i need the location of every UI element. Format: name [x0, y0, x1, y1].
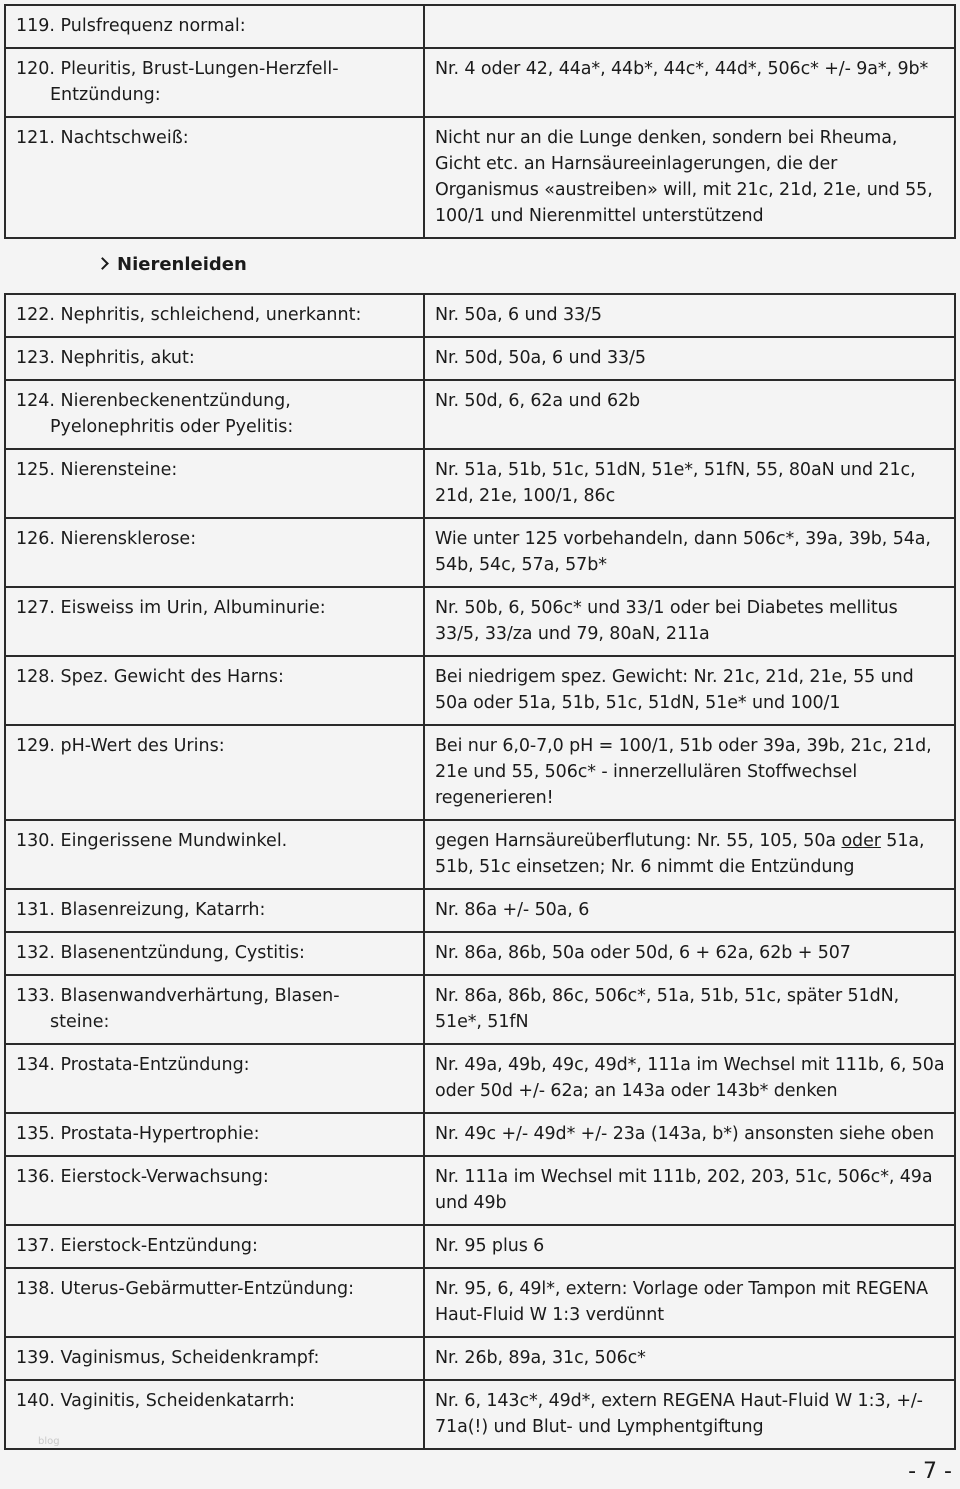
- row-label: 129. pH-Wert des Urins:: [5, 725, 424, 820]
- row-treatment: Nr. 49a, 49b, 49c, 49d*, 111a im Wechsel mit 111b, 6, 50a oder 50d +/- 62a; an 143a oder 143b* denken: [424, 1044, 955, 1113]
- row-label: 133. Blasenwandverhärtung, Blasen- steine:: [5, 975, 424, 1044]
- row-treatment: [424, 820, 955, 889]
- table-row: [5, 1044, 955, 1113]
- table-row: [5, 1156, 955, 1225]
- table-row: [5, 5, 955, 48]
- row-treatment: [424, 5, 955, 48]
- row-label: 123. Nephritis, akut:: [5, 337, 424, 380]
- row-label: 122. Nephritis, schleichend, unerkannt:: [5, 294, 424, 337]
- row-treatment: Nr. 86a +/- 50a, 6: [424, 889, 955, 932]
- row-treatment: Nr. 86a, 86b, 50a oder 50d, 6 + 62a, 62b + 507: [424, 932, 955, 975]
- row-treatment: Wie unter 125 vorbehandeln, dann 506c*, 39a, 39b, 54a, 54b, 54c, 57a, 57b*: [424, 518, 955, 587]
- table-row: [5, 380, 955, 449]
- row-label: 135. Prostata-Hypertrophie:: [5, 1113, 424, 1156]
- row-label: 138. Uterus-Gebärmutter-Entzündung:: [5, 1268, 424, 1337]
- table-row: [5, 1113, 955, 1156]
- row-label: 128. Spez. Gewicht des Harns:: [5, 656, 424, 725]
- row-treatment: Bei nur 6,0-7,0 pH = 100/1, 51b oder 39a, 39b, 21c, 21d, 21e und 55, 506c* - innerzellulären Stoffwechsel regenerieren!: [424, 725, 955, 820]
- table-row: [5, 449, 955, 518]
- row-treatment: Nr. 6, 143c*, 49d*, extern REGENA Haut-Fluid W 1:3, +/- 71a(!) und Blut- und Lymphentgiftung: [424, 1380, 955, 1449]
- table-row: [5, 932, 955, 975]
- row-label: 130. Eingerissene Mundwinkel.: [5, 820, 424, 889]
- chevron-right-icon: [96, 257, 109, 270]
- row-label: 134. Prostata-Entzündung:: [5, 1044, 424, 1113]
- page-number: - 7 -: [908, 1459, 952, 1484]
- row-label: 126. Nierensklerose:: [5, 518, 424, 587]
- row-label: 125. Nierensteine:: [5, 449, 424, 518]
- row-treatment: Nr. 26b, 89a, 31c, 506c*: [424, 1337, 955, 1380]
- row-treatment: Nr. 49c +/- 49d* +/- 23a (143a, b*) ansonsten siehe oben: [424, 1113, 955, 1156]
- row-treatment: Nr. 86a, 86b, 86c, 506c*, 51a, 51b, 51c, später 51dN, 51e*, 51fN: [424, 975, 955, 1044]
- table-row: [5, 518, 955, 587]
- table-row: [5, 1268, 955, 1337]
- row-treatment: Nr. 50b, 6, 506c* und 33/1 oder bei Diabetes mellitus 33/5, 33/za und 79, 80aN, 211a: [424, 587, 955, 656]
- table-row: [5, 1380, 955, 1449]
- row-label: 131. Blasenreizung, Katarrh:: [5, 889, 424, 932]
- row-label: 121. Nachtschweiß:: [5, 117, 424, 238]
- treatment-text-part: gegen Harnsäureüberflutung: Nr. 55, 105, 50a: [435, 831, 842, 851]
- row-label: 136. Eierstock-Verwachsung:: [5, 1156, 424, 1225]
- section-title: Nierenleiden: [117, 254, 247, 275]
- table-row: [5, 587, 955, 656]
- row-treatment: Nr. 50d, 50a, 6 und 33/5: [424, 337, 955, 380]
- table-row: [5, 117, 955, 238]
- row-label: 120. Pleuritis, Brust-Lungen-Herzfell- Entzündung:: [5, 48, 424, 117]
- table-kidney: [4, 293, 956, 1450]
- row-label: 137. Eierstock-Entzündung:: [5, 1225, 424, 1268]
- table-row: [5, 337, 955, 380]
- row-label: 140. Vaginitis, Scheidenkatarrh:: [5, 1380, 424, 1449]
- table-row: [5, 294, 955, 337]
- row-treatment: Nr. 51a, 51b, 51c, 51dN, 51e*, 51fN, 55, 80aN und 21c, 21d, 21e, 100/1, 86c: [424, 449, 955, 518]
- table-row: [5, 1337, 955, 1380]
- table-row: [5, 975, 955, 1044]
- table-row: [5, 1225, 955, 1268]
- table-row: [5, 656, 955, 725]
- row-treatment: Nr. 50d, 6, 62a und 62b: [424, 380, 955, 449]
- row-treatment: Nr. 95, 6, 49l*, extern: Vorlage oder Tampon mit REGENA Haut-Fluid W 1:3 verdünnt: [424, 1268, 955, 1337]
- row-treatment: Nicht nur an die Lunge denken, sondern bei Rheuma, Gicht etc. an Harnsäureeinlagerungen, die der Organismus «austreiben» will, mit 21c, 21d, 21e, und 55, 100/1 und Nierenmittel unterstützend: [424, 117, 955, 238]
- row-label: 132. Blasenentzündung, Cystitis:: [5, 932, 424, 975]
- row-treatment: Nr. 95 plus 6: [424, 1225, 955, 1268]
- treatment-text-part: 51a, 51b, 51c einsetzen; Nr. 6 nimmt die Entzündung: [435, 831, 925, 877]
- section-heading: [98, 250, 247, 280]
- underlined-word: oder: [841, 831, 881, 851]
- row-treatment: Nr. 111a im Wechsel mit 111b, 202, 203, 51c, 506c*, 49a und 49b: [424, 1156, 955, 1225]
- row-treatment: Bei niedrigem spez. Gewicht: Nr. 21c, 21d, 21e, 55 und 50a oder 51a, 51b, 51c, 51dN, 51e* und 100/1: [424, 656, 955, 725]
- table-row: [5, 820, 955, 889]
- table-row: [5, 889, 955, 932]
- table-row: [5, 725, 955, 820]
- row-label: 124. Nierenbeckenentzündung, Pyelonephritis oder Pyelitis:: [5, 380, 424, 449]
- row-label: 127. Eisweiss im Urin, Albuminurie:: [5, 587, 424, 656]
- table-respiratory: [4, 4, 956, 239]
- row-treatment: Nr. 50a, 6 und 33/5: [424, 294, 955, 337]
- watermark: blog: [38, 1436, 60, 1447]
- row-label: 139. Vaginismus, Scheidenkrampf:: [5, 1337, 424, 1380]
- row-treatment: Nr. 4 oder 42, 44a*, 44b*, 44c*, 44d*, 506c* +/- 9a*, 9b*: [424, 48, 955, 117]
- row-label: 119. Pulsfrequenz normal:: [5, 5, 424, 48]
- table-row: [5, 48, 955, 117]
